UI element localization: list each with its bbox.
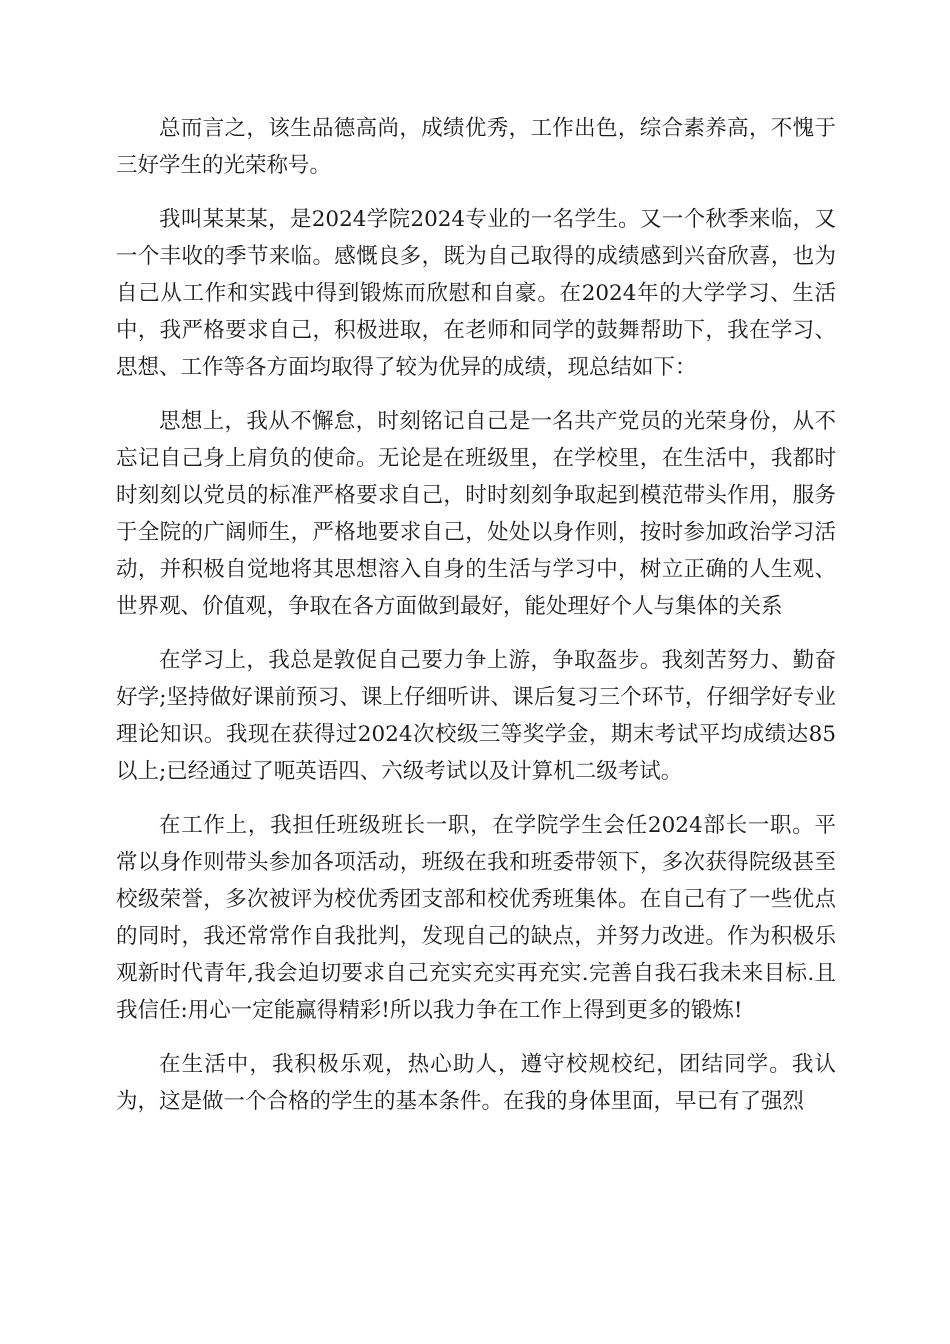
paragraph-life: 在生活中，我积极乐观，热心助人，遵守校规校纪，团结同学。我认为，这是做一个合格的学生的基本条件。在我的身体里面，早已有了强烈 (116, 1052, 836, 1114)
paragraph-conclusion: 总而言之，该生品德高尚，成绩优秀，工作出色，综合素养高，不愧于三好学生的光荣称号。 (116, 116, 836, 178)
paragraph-work: 在工作上，我担任班级班长一职，在学院学生会任2024部长一职。平常以身作则带头参加各项活动，班级在我和班委带领下，多次获得院级甚至校级荣誉，多次被评为校优秀团支部和校优秀班集体。在自己有了一些优点的同时，我还常常作自我批判，发现自己的缺点，并努力改进。作为积极乐观新时代青年,我会迫切要求自己充实充实再充实.完善自我石我未来目标.且我信任:用心一定能赢得精彩!所以我力争在工作上得到更多的锻炼! (116, 813, 837, 1023)
document-body (116, 110, 836, 1137)
paragraph-study: 在学习上，我总是敦促自己要力争上游，争取盔步。我刻苦努力、勤奋好学;坚持做好课前预习、课上仔细听讲、课后复习三个环节，仔细学好专业理论知识。我现在获得过2024次校级三等奖学金，期末考试平均成绩达85以上;已经通过了呃英语四、六级考试以及计算机二级考试。 (116, 648, 836, 784)
paragraph-introduction: 我叫某某某，是2024学院2024专业的一名学生。又一个秋季来临，又一个丰收的季节来临。感慨良多，既为自己取得的成绩感到兴奋欣喜，也为自己从工作和实践中得到锻炼而欣慰和自豪。在2024年的大学学习、生活中，我严格要求自己，积极进取，在老师和同学的鼓舞帮助下，我在学习、思想、工作等各方面均取得了较为优异的成绩，现总结如下： (116, 207, 836, 380)
paragraph-ideology: 思想上，我从不懈怠，时刻铭记自己是一名共产党员的光荣身份，从不忘记自己身上肩负的使命。无论是在班级里，在学校里，在生活中，我都时时刻刻以党员的标准严格要求自己，时时刻刻争取起到模范带头作用，服务于全院的广阔师生，严格地要求自己，处处以身作则，按时参加政治学习活动，并积极自觉地将其思想溶入自身的生活与学习中，树立正确的人生观、世界观、价值观，争取在各方面做到最好，能处理好个人与集体的关系 (116, 409, 836, 619)
